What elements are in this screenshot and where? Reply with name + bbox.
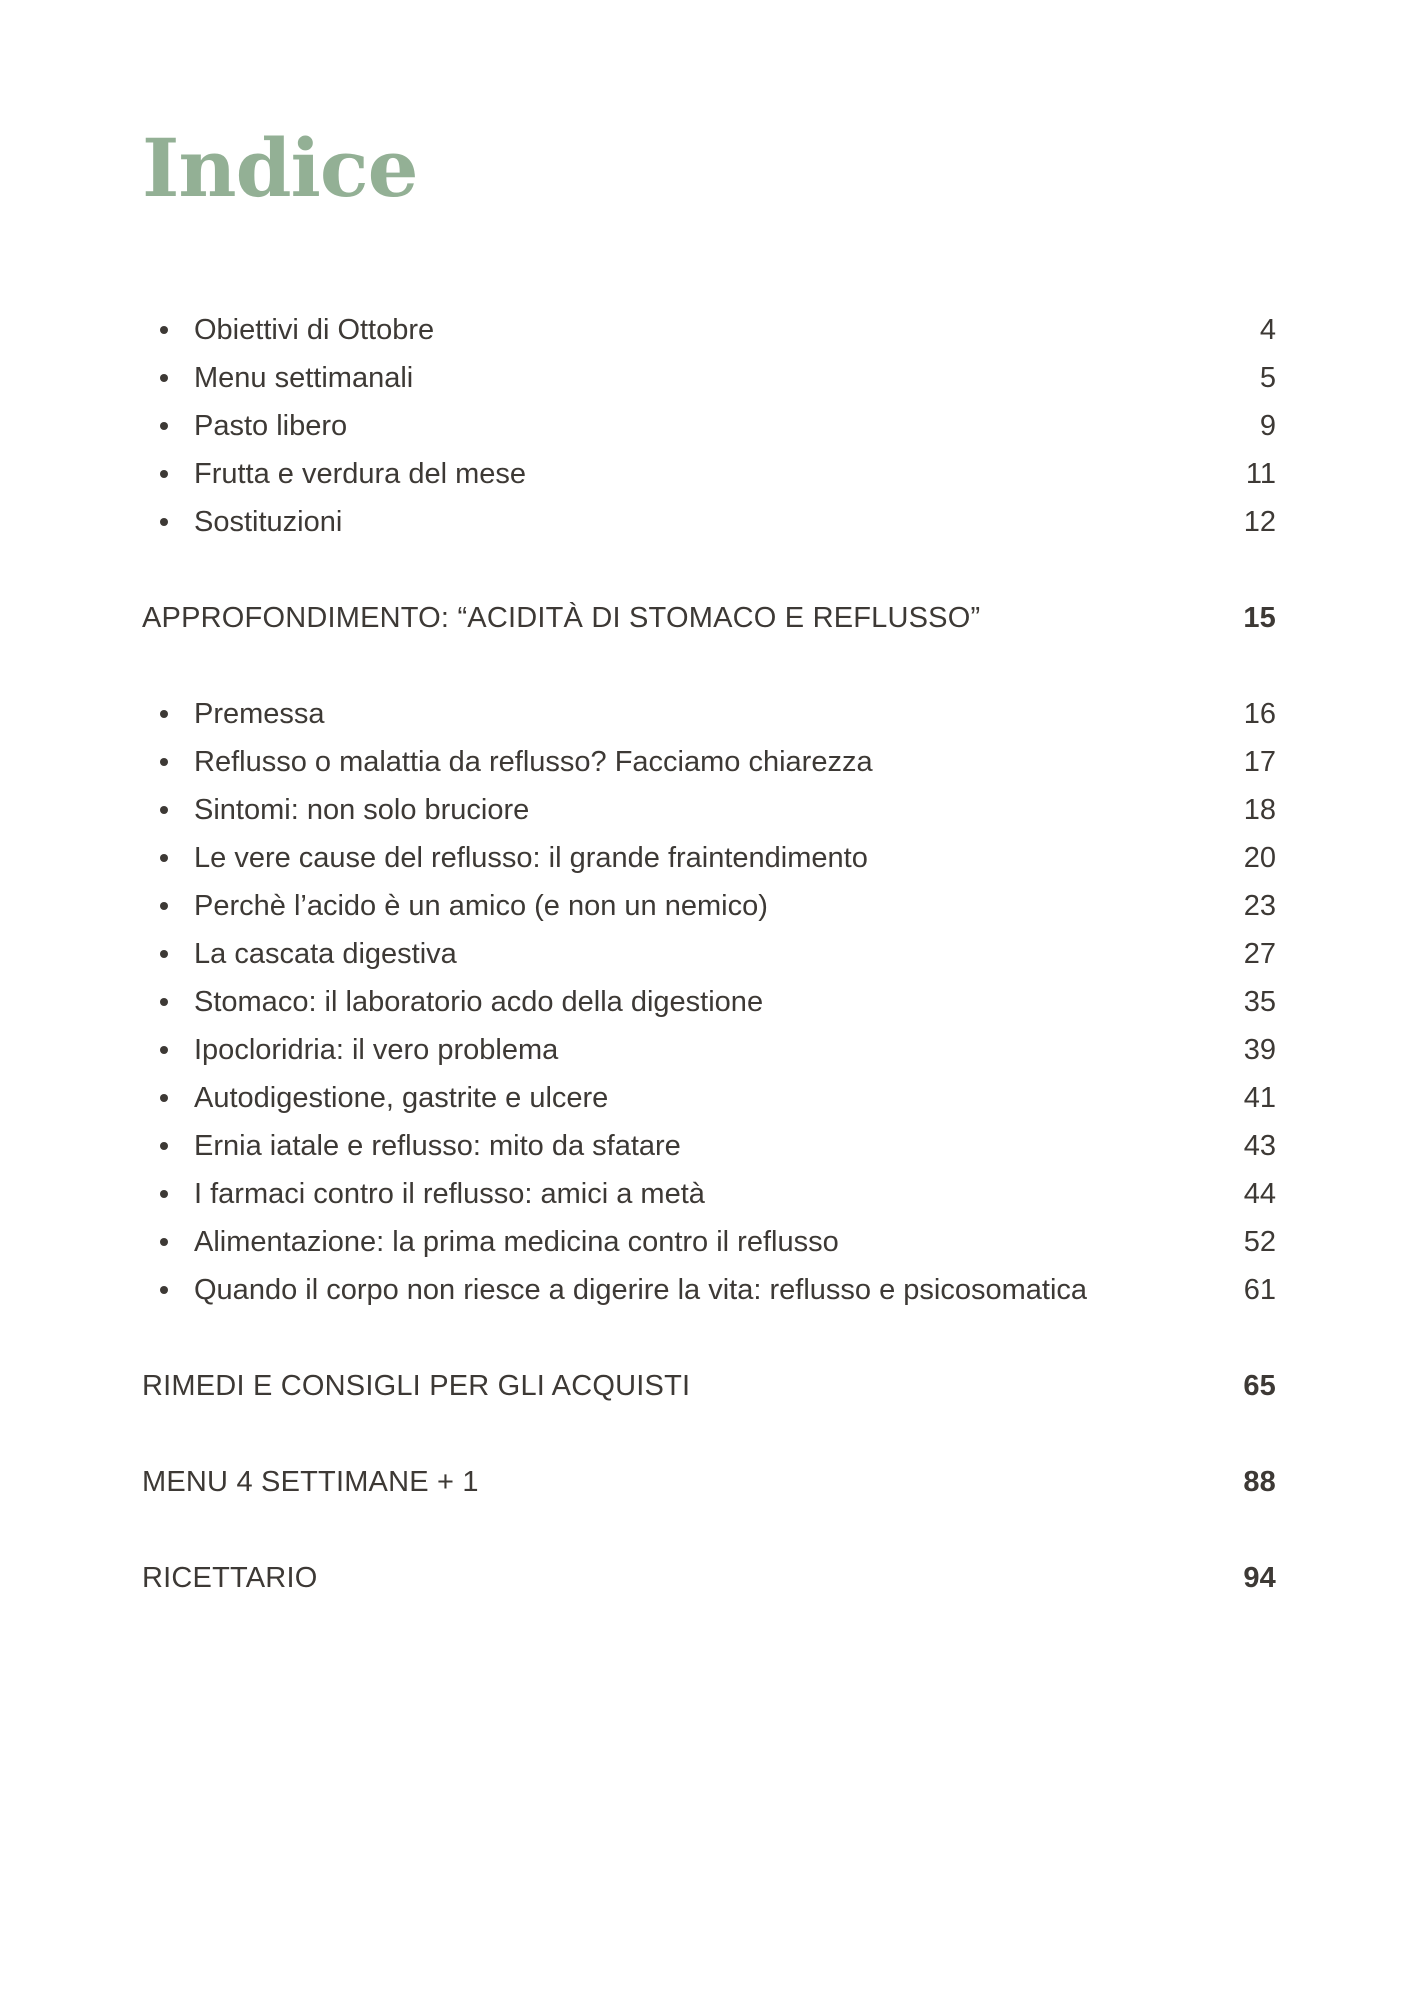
- toc-entry-label: Autodigestione, gastrite e ulcere: [194, 1082, 609, 1114]
- bullet-icon: [160, 758, 168, 766]
- toc-section-label: RICETTARIO: [142, 1562, 318, 1594]
- toc-entry-label: Ipocloridria: il vero problema: [194, 1034, 559, 1066]
- toc-entry-page: 9: [1259, 410, 1276, 442]
- toc-entry-label: Stomaco: il laboratorio acdo della digestione: [194, 986, 764, 1018]
- bullet-icon: [160, 422, 168, 430]
- toc-entry[interactable]: [142, 930, 1276, 978]
- toc-section-ricettario[interactable]: [142, 1554, 1276, 1602]
- toc-entry-label: I farmaci contro il reflusso: amici a metà: [194, 1178, 705, 1210]
- toc-entry[interactable]: [142, 450, 1276, 498]
- toc-entry[interactable]: [142, 1266, 1276, 1314]
- toc-section-page: 65: [1243, 1370, 1276, 1402]
- bullet-icon: [160, 1094, 168, 1102]
- bullet-icon: [160, 1238, 168, 1246]
- toc-entry-page: 43: [1243, 1130, 1276, 1162]
- toc-section-label: APPROFONDIMENTO: “ACIDITÀ DI STOMACO E REFLUSSO”: [142, 602, 981, 634]
- bullet-icon: [160, 902, 168, 910]
- toc-entry-page: 16: [1243, 698, 1276, 730]
- toc-entry-page: 23: [1243, 890, 1276, 922]
- toc-group-approfondimento: [142, 690, 1276, 1314]
- toc-entry-page: 17: [1243, 746, 1276, 778]
- toc-entry[interactable]: [142, 834, 1276, 882]
- bullet-icon: [160, 1286, 168, 1294]
- bullet-icon: [160, 374, 168, 382]
- bullet-icon: [160, 854, 168, 862]
- toc-entry-page: 41: [1243, 1082, 1276, 1114]
- toc-entry[interactable]: [142, 498, 1276, 546]
- toc-entry-page: 27: [1243, 938, 1276, 970]
- toc-entry-page: 61: [1243, 1274, 1276, 1306]
- toc-entry[interactable]: [142, 690, 1276, 738]
- toc-section-rimedi[interactable]: [142, 1362, 1276, 1410]
- bullet-icon: [160, 998, 168, 1006]
- toc-section-menu[interactable]: [142, 1458, 1276, 1506]
- toc-entry-label: Premessa: [194, 698, 325, 730]
- toc-entry-page: 44: [1243, 1178, 1276, 1210]
- bullet-icon: [160, 1142, 168, 1150]
- toc-entry[interactable]: [142, 978, 1276, 1026]
- bullet-icon: [160, 326, 168, 334]
- toc-entry[interactable]: [142, 354, 1276, 402]
- toc-entry-page: 4: [1259, 314, 1276, 346]
- toc-section-label: MENU 4 SETTIMANE + 1: [142, 1466, 479, 1498]
- toc-entry[interactable]: [142, 1122, 1276, 1170]
- toc-entry[interactable]: [142, 786, 1276, 834]
- bullet-icon: [160, 710, 168, 718]
- toc-entry-label: Ernia iatale e reflusso: mito da sfatare: [194, 1130, 681, 1162]
- toc-entry-page: 18: [1243, 794, 1276, 826]
- toc-entry[interactable]: [142, 882, 1276, 930]
- bullet-icon: [160, 1190, 168, 1198]
- page-title: Indice: [142, 121, 418, 215]
- table-of-contents: [142, 306, 1276, 1602]
- toc-entry-label: Frutta e verdura del mese: [194, 458, 527, 490]
- toc-entry[interactable]: [142, 1170, 1276, 1218]
- toc-entry[interactable]: [142, 306, 1276, 354]
- toc-entry-label: Menu settimanali: [194, 362, 414, 394]
- toc-group-intro: [142, 306, 1276, 546]
- toc-section-page: 94: [1243, 1562, 1276, 1594]
- bullet-icon: [160, 1046, 168, 1054]
- toc-entry-page: 52: [1243, 1226, 1276, 1258]
- toc-section-page: 88: [1243, 1466, 1276, 1498]
- toc-entry[interactable]: [142, 738, 1276, 786]
- toc-entry-page: 5: [1259, 362, 1276, 394]
- toc-entry-label: Sintomi: non solo bruciore: [194, 794, 530, 826]
- toc-section-label: RIMEDI E CONSIGLI PER GLI ACQUISTI: [142, 1370, 691, 1402]
- toc-section-page: 15: [1243, 602, 1276, 634]
- toc-section-approfondimento[interactable]: [142, 594, 1276, 642]
- toc-entry[interactable]: [142, 1074, 1276, 1122]
- bullet-icon: [160, 470, 168, 478]
- bullet-icon: [160, 806, 168, 814]
- bullet-icon: [160, 518, 168, 526]
- toc-entry-page: 35: [1243, 986, 1276, 1018]
- toc-entry-page: 20: [1243, 842, 1276, 874]
- toc-entry-page: 11: [1245, 458, 1276, 490]
- toc-entry-label: Reflusso o malattia da reflusso? Facciamo chiarezza: [194, 746, 873, 778]
- toc-entry-page: 12: [1243, 506, 1276, 538]
- toc-entry-label: Obiettivi di Ottobre: [194, 314, 435, 346]
- toc-entry[interactable]: [142, 1026, 1276, 1074]
- toc-entry-label: Le vere cause del reflusso: il grande fraintendimento: [194, 842, 868, 874]
- toc-entry-label: Quando il corpo non riesce a digerire la vita: reflusso e psicosomatica: [194, 1274, 1088, 1306]
- toc-entry-label: La cascata digestiva: [194, 938, 457, 970]
- toc-entry-label: Pasto libero: [194, 410, 348, 442]
- toc-entry-label: Alimentazione: la prima medicina contro il reflusso: [194, 1226, 839, 1258]
- toc-entry-label: Sostituzioni: [194, 506, 343, 538]
- toc-entry-label: Perchè l’acido è un amico (e non un nemico): [194, 890, 768, 922]
- bullet-icon: [160, 950, 168, 958]
- toc-entry-page: 39: [1243, 1034, 1276, 1066]
- toc-entry[interactable]: [142, 1218, 1276, 1266]
- toc-entry[interactable]: [142, 402, 1276, 450]
